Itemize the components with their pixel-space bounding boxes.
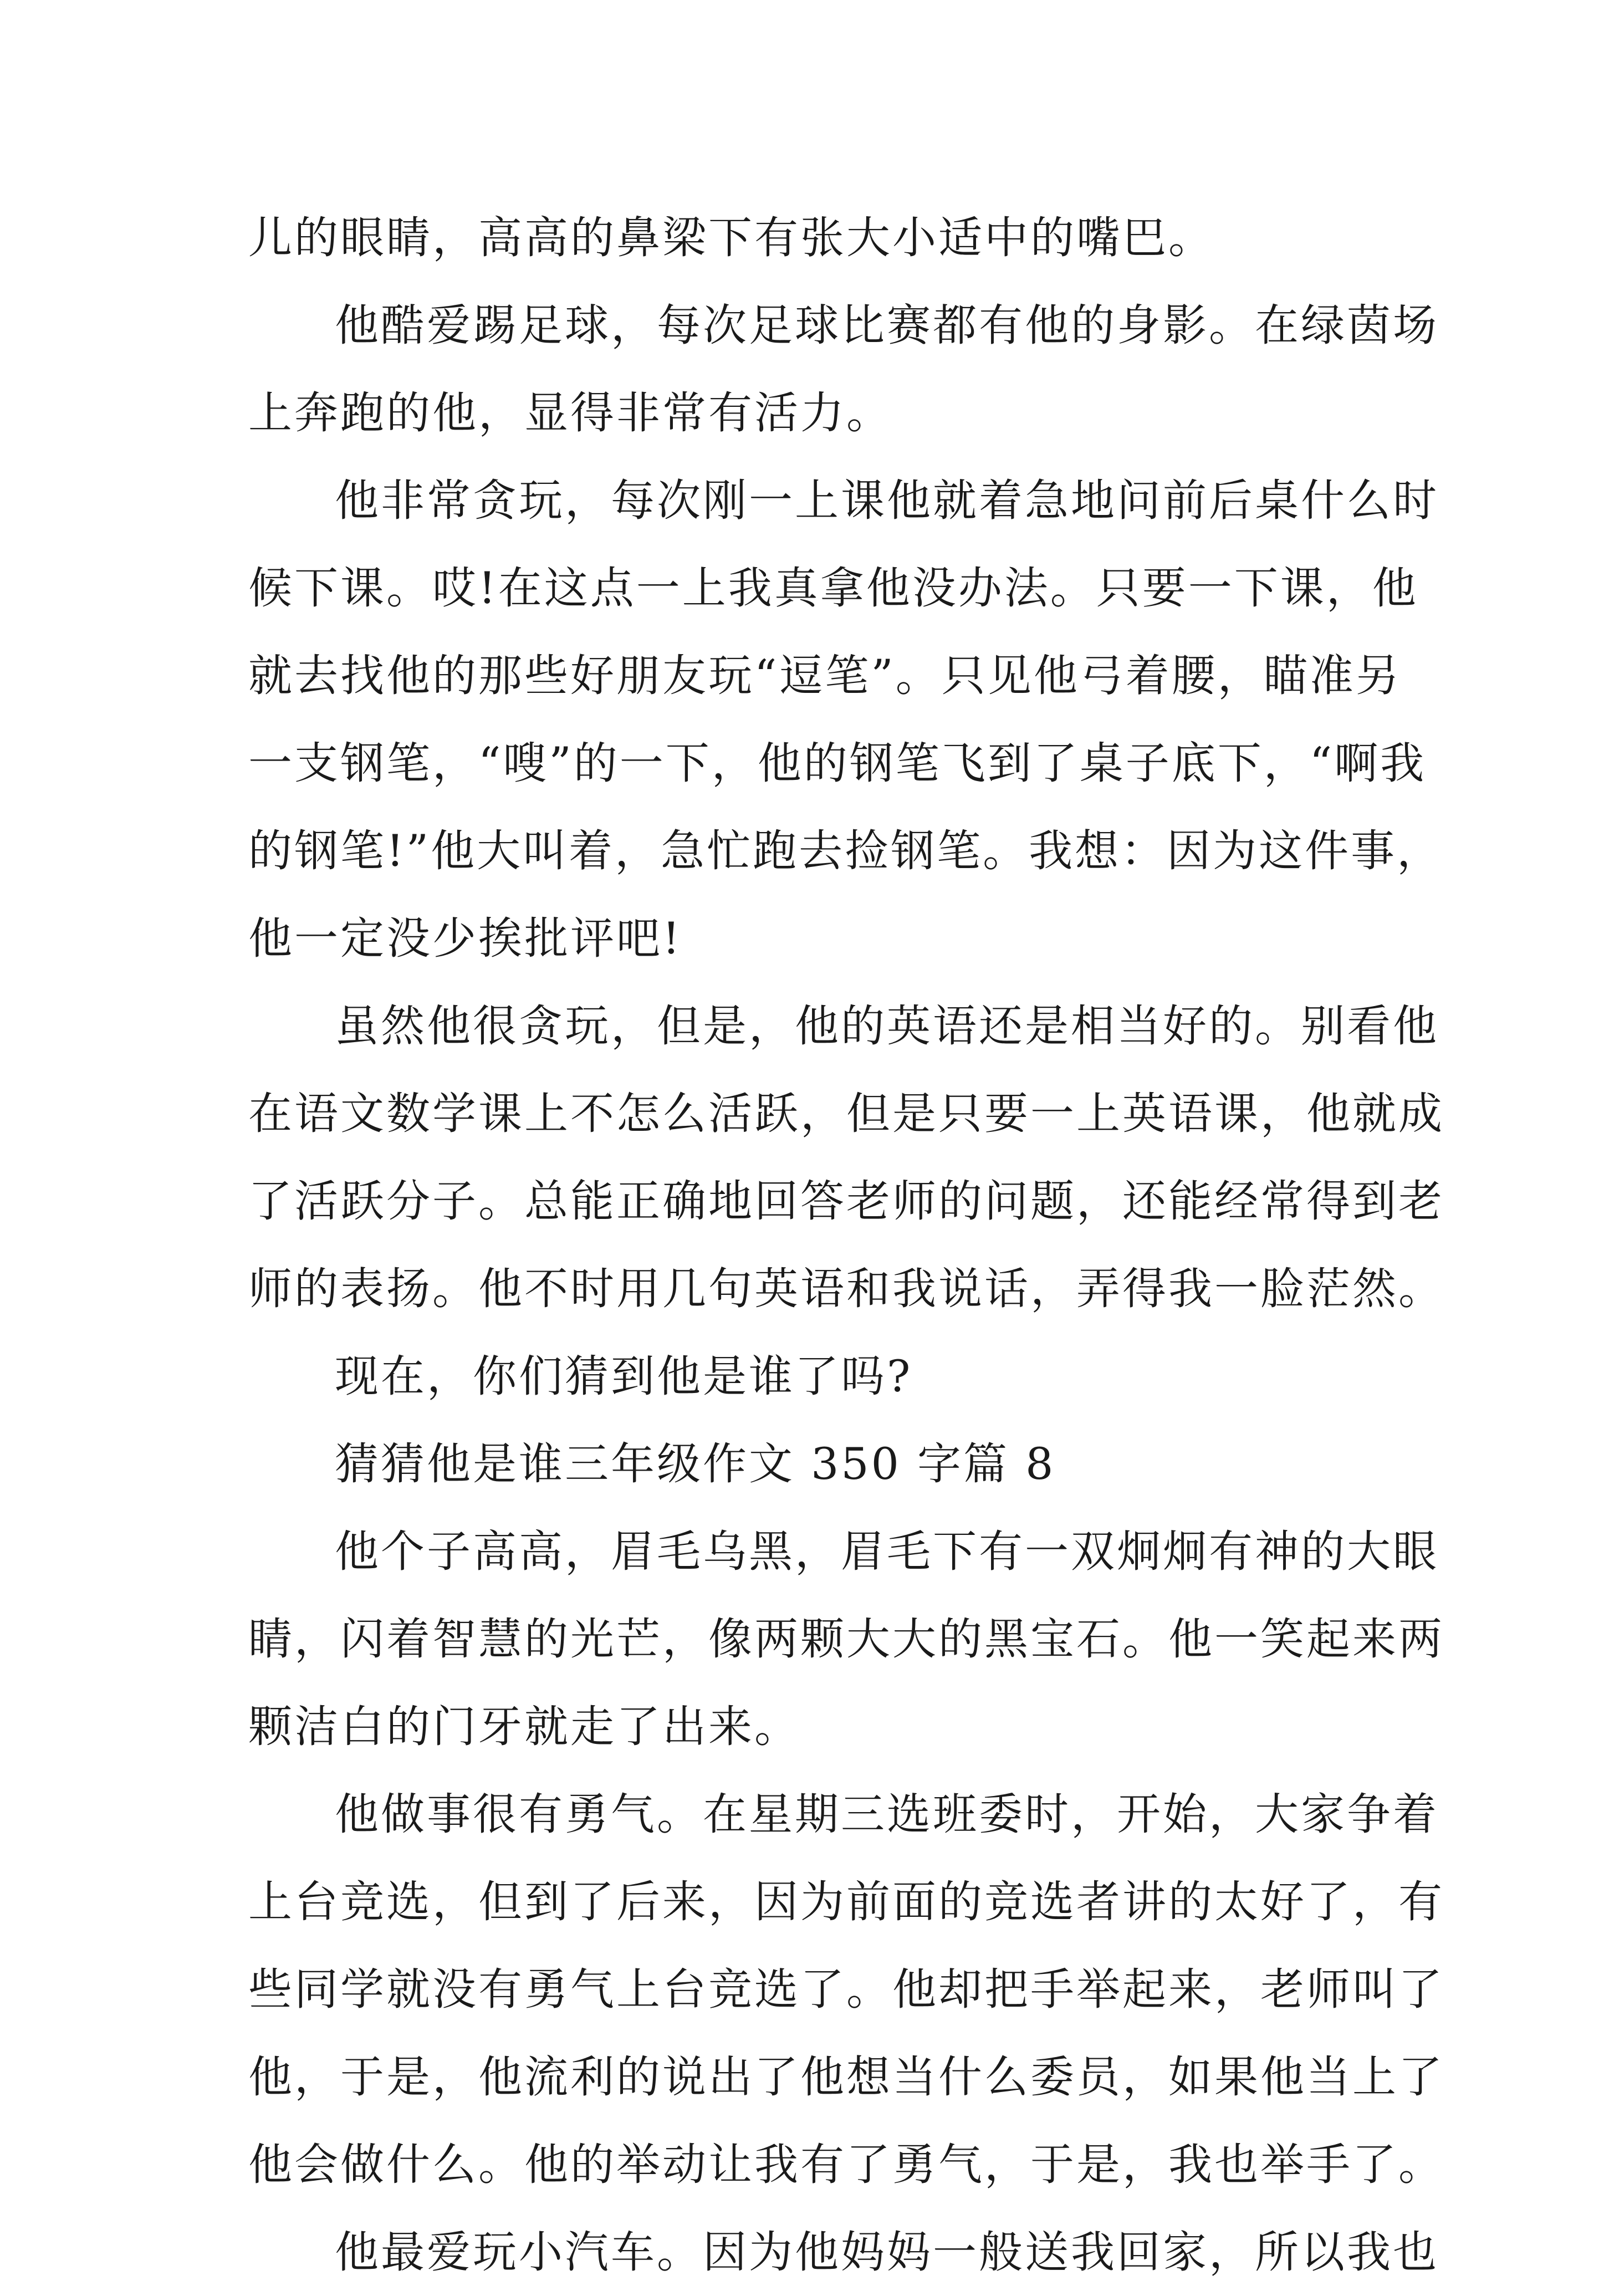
text-line: 他做事很有勇气。在星期三选班委时，开始，大家争着 [335,1789,1439,1840]
text-line: 他，于是，他流利的说出了他想当什么委员，如果他当上了 [248,2052,1444,2103]
text-line: 在语文数学课上不怎么活跃，但是只要一上英语课，他就成 [248,1088,1444,1139]
text-line: 他最爱玩小汽车。因为他妈妈一般送我回家，所以我也 [335,2227,1439,2278]
essay-text [248,194,1444,2296]
text-line: 就去找他的那些好朋友玩“逗笔”。只见他弓着腰，瞄准另 [248,650,1402,701]
text-line: 虽然他很贪玩，但是，他的英语还是相当好的。别看他 [335,1001,1439,1052]
text-line: 师的表扬。他不时用几句英语和我说话，弄得我一脸茫然。 [248,1263,1444,1314]
text-line: 睛，闪着智慧的光芒，像两颗大大的黑宝石。他一笑起来两 [248,1614,1444,1665]
text-line: 些同学就没有勇气上台竞选了。他却把手举起来，老师叫了 [248,1964,1444,2015]
text-line: 现在，你们猜到他是谁了吗? [335,1351,913,1402]
section-heading: 猜猜他是谁三年级作文 350 字篇 8 [335,1438,1056,1489]
text-line: 儿的眼睛，高高的鼻梁下有张大小适中的嘴巴。 [248,212,1214,263]
text-line: 了活跃分子。总能正确地回答老师的问题，还能经常得到老 [248,1176,1444,1227]
text-line: 的钢笔!”他大叫着，急忙跑去捡钢笔。我想：因为这件事， [248,825,1443,876]
text-line: 上台竞选，但到了后来，因为前面的竞选者讲的太好了，有 [248,1876,1444,1927]
text-line: 候下课。哎!在这点一上我真拿他没办法。只要一下课，他 [248,563,1418,614]
text-line: 他个子高高，眉毛乌黑，眉毛下有一双炯炯有神的大眼 [335,1526,1439,1577]
text-line: 他会做什么。他的举动让我有了勇气，于是，我也举手了。 [248,2139,1444,2190]
text-line: 一支钢笔，“嗖”的一下，他的钢笔飞到了桌子底下，“啊我 [248,738,1427,789]
text-line: 上奔跑的他，显得非常有活力。 [248,387,892,438]
text-line: 他一定没少挨批评吧! [248,913,682,964]
text-line: 他非常贪玩，每次刚一上课他就着急地问前后桌什么时 [335,475,1439,526]
text-line: 他酷爱踢足球，每次足球比赛都有他的身影。在绿茵场 [335,300,1439,351]
text-line: 颗洁白的门牙就走了出来。 [248,1701,800,1752]
